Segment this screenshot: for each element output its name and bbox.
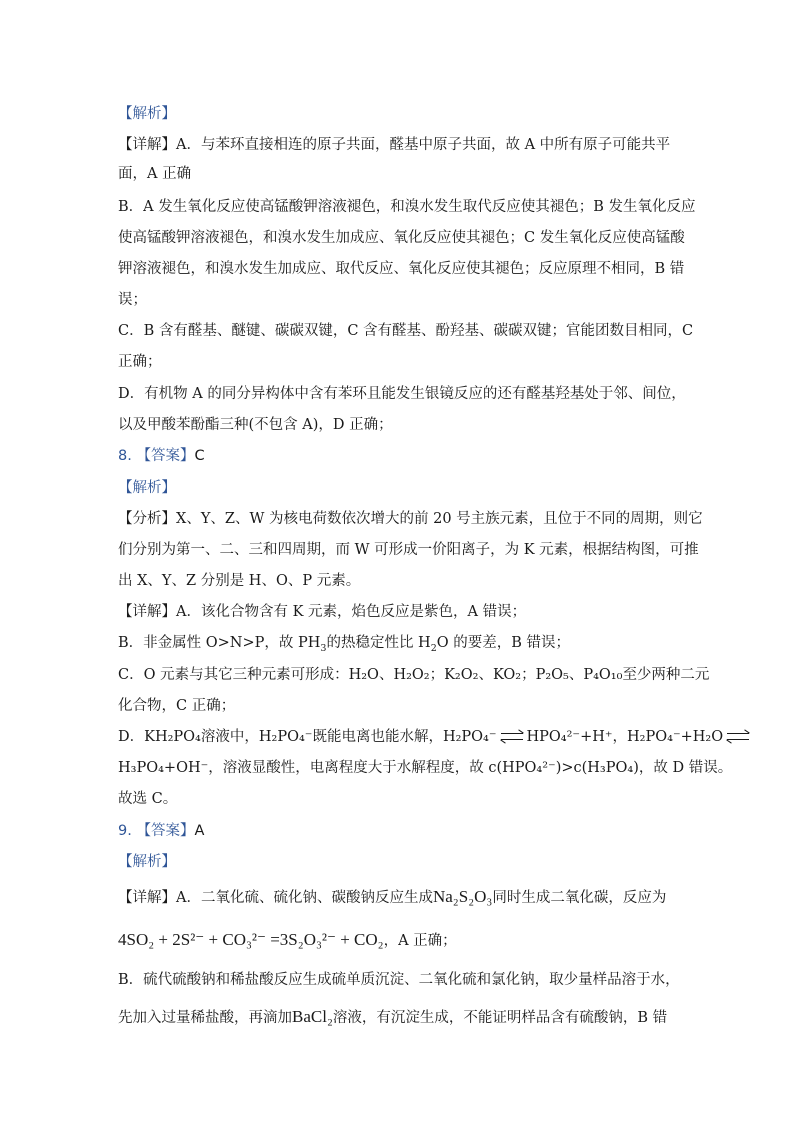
detail-line-b4: 误； (118, 292, 147, 308)
q8-d-text-1: D．KH₂PO₄溶液中，H₂PO₄⁻既能电离也能水解，H₂PO₄⁻ (118, 729, 497, 745)
q8-b-text-3: O 的要差，B 错误； (436, 635, 571, 651)
detail-line-d2: 以及甲酸苯酚酯三种(不包含 A)，D 正确； (118, 417, 393, 433)
detail-line-b3: 钾溶液褪色，和溴水发生加成应、取代反应、氧化反应使其褪色；反应原理不相同，B 错 (118, 261, 685, 277)
detail-line-a2: 面，A 正确 (118, 166, 192, 182)
q8-detail-c2: 化合物，C 正确； (118, 698, 236, 714)
q9-detail-b2 (118, 1007, 667, 1028)
q9-equation: 4SO₂ + 2S²⁻ + CO₃²⁻ =3S₂O₃²⁻ + CO₂ (118, 930, 384, 949)
q8-detail-d (118, 727, 753, 747)
detail-line-c2: 正确； (118, 354, 162, 370)
q8-detail-d2: H₃PO₄+OH⁻，溶液显酸性，电离程度大于水解程度，故 c(HPO₄²⁻)>c(H₃PO₄)，故 D 错误。 (118, 760, 733, 776)
q8-detail-b: B．非金属性 O>N>P，故 $PH_3$的热稳定性比 $H_2O$ 的要差，B 错误； (118, 635, 571, 654)
q8-analysis-line-1: 【分析】X、Y、Z、W 为核电荷数依次增大的前 20 号主族元素，且位于不同的周期，则它 (118, 511, 703, 527)
detail-line-b2: 使高锰酸钾溶液褪色，和溴水发生加成应、氧化反应使其褪色；C 发生氧化反应使高锰酸 (118, 230, 685, 246)
q8-detail-a: 【详解】A．该化合物含有 K 元素，焰色反应是紫色，A 错误； (118, 604, 527, 620)
q9-analysis-heading: 【解析】 (118, 854, 176, 870)
q8-c-text-2: 至少两种二元 (622, 667, 710, 683)
q9-answer-value: A (194, 823, 205, 839)
q8-answer-value: C (194, 448, 205, 464)
section-heading-analysis: 【解析】 (118, 106, 176, 122)
q8-analysis-line-2: 们分别为第一、二、三和四周期，而 W 可形成一价阳离子，为 K 元素，根据结构图，可推 (118, 542, 699, 558)
q8-analysis-heading: 【解析】 (118, 480, 176, 496)
q8-b-text-2: 的热稳定性比 H (326, 635, 431, 651)
detail-line-c1: C．B 含有醛基、醚键、碳碳双键，C 含有醛基、酚羟基、碳碳双键；官能团数目相同，C (118, 323, 694, 339)
q8-b-text-1: B．非金属性 O>N>P，故 PH (118, 635, 321, 651)
detail-line-a1: 【详解】A．与苯环直接相连的原子共面，醛基中原子共面，故 A 中所有原子可能共平 (118, 137, 671, 153)
q8-c-formulas: H₂O、H₂O₂；K₂O₂、KO₂；P₂O₅、P₄O₁₀ (348, 667, 623, 683)
q9-a-text-2: 同时生成二氧化碳，反应为 (492, 890, 667, 906)
detail-line-b1: B．A 发生氧化反应使高锰酸钾溶液褪色，和溴水发生取代反应使其褪色；B 发生氧化反应 (118, 199, 696, 215)
q9-answer-label: 【答案】 (136, 823, 195, 839)
q8-answer-line (118, 446, 205, 466)
q9-answer-line (118, 821, 204, 841)
q8-number: 8. (118, 448, 132, 464)
q8-conclusion: 故选 C。 (118, 791, 178, 807)
q9-b-text-1: 先加入过量稀盐酸，再滴加 (118, 1010, 292, 1026)
detail-line-d1: D．有机物 A 的同分异构体中含有苯环且能发生银镜反应的还有醛基羟基处于邻、间位， (118, 386, 686, 402)
equilibrium-arrow-icon (727, 731, 749, 743)
q8-detail-c (118, 665, 709, 685)
equilibrium-arrow-icon (501, 731, 523, 743)
q9-detail-b1: B．硫代硫酸钠和稀盐酸反应生成硫单质沉淀、二氧化硫和氯化钠，取少量样品溶于水， (118, 972, 680, 988)
q9-b-formula: BaCl₂ (292, 1007, 333, 1026)
q9-detail-a (118, 887, 666, 908)
q9-number: 9. (118, 823, 132, 839)
q8-answer-label: 【答案】 (136, 448, 195, 464)
q9-equation-line (118, 930, 457, 951)
q9-equation-note: ，A 正确； (383, 933, 457, 949)
q8-analysis-line-3: 出 X、Y、Z 分别是 H、O、P 元素。 (118, 573, 361, 589)
q9-a-text-1: 【详解】A．二氧化硫、硫化钠、碳酸钠反应生成 (118, 890, 433, 906)
q8-d-text-2: HPO₄²⁻+H⁺，H₂PO₄⁻+H₂O (526, 729, 724, 745)
q8-c-text-1: C．O 元素与其它三种元素可形成： (118, 667, 349, 683)
q9-a-formula: Na₂S₂O₃ (432, 887, 493, 906)
q9-b-text-2: 溶液，有沉淀生成，不能证明样品含有硫酸钠，B 错 (332, 1010, 668, 1026)
